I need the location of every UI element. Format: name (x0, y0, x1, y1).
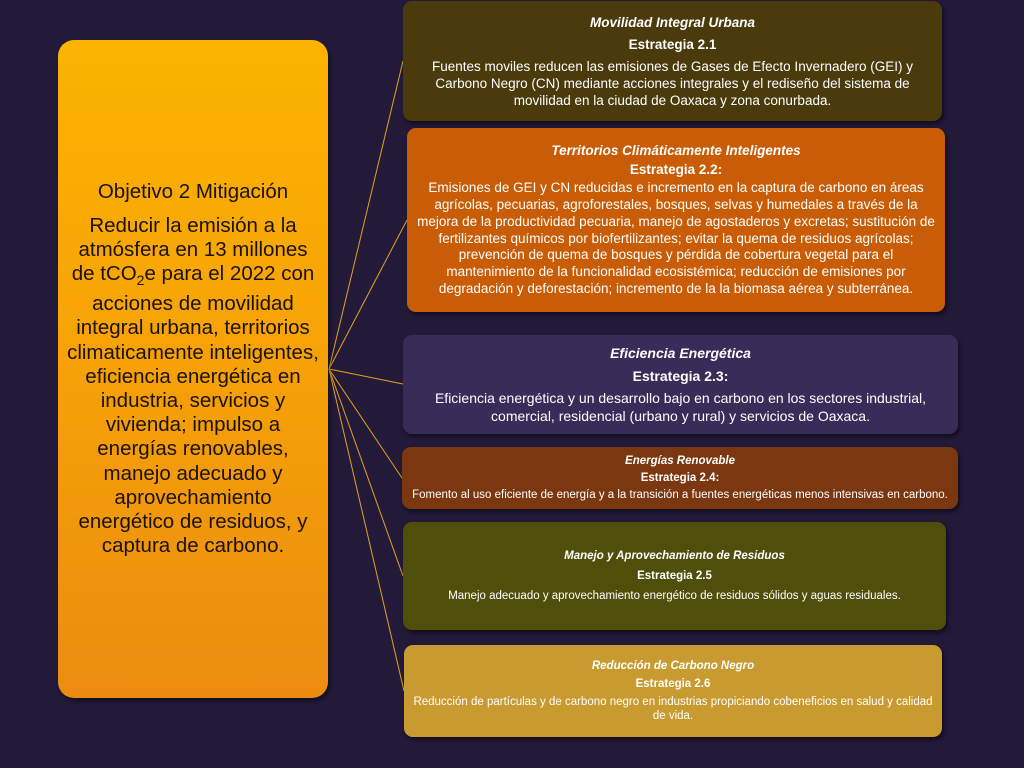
connector-line-2 (329, 220, 407, 369)
connector-line-4 (329, 369, 402, 478)
strategy-card-territorios (407, 128, 945, 312)
strategy-title: Eficiencia Energética (610, 345, 751, 361)
connector-line-3 (329, 369, 403, 384)
strategy-title: Manejo y Aprovechamiento de Residuos (564, 549, 785, 562)
connector-line-5 (329, 369, 403, 576)
strategy-card-renovable (402, 447, 958, 509)
strategy-title: Energías Renovable (625, 455, 735, 467)
strategy-description: Manejo adecuado y aprovechamiento energético de residuos sólidos y aguas residuales. (448, 589, 901, 602)
strategy-title: Territorios Climáticamente Inteligentes (551, 143, 801, 159)
objective-title: Objetivo 2 Mitigación (97, 179, 289, 203)
strategy-number: Estrategia 2.6 (635, 678, 711, 690)
strategy-number: Estrategia 2.4: (640, 472, 720, 484)
strategy-card-eficiencia (403, 335, 958, 434)
objective-box (58, 40, 328, 698)
strategy-title: Reducción de Carbono Negro (591, 660, 755, 672)
strategy-number: Estrategia 2.5 (637, 569, 712, 582)
strategy-description: Eficiencia energética y un desarrollo bajo en carbono en los sectores industrial, comercial, residencial (urbano y rural) y servicios de Oaxaca. (434, 390, 927, 424)
strategy-description: Fomento al uso eficiente de energía y a la transición a fuentes energéticas menos intensivas en carbono. (412, 489, 948, 501)
strategy-description: Fuentes moviles reducen las emisiones de Gases de Efecto Invernadero (GEI) y Carbono Negro (CN) mediante acciones integrales y el rediseño del sistema de movilidad en la ciudad de Oaxaca y zona conurbada. (432, 58, 913, 108)
strategy-description: Reducción de partículas y de carbono negro en industrias propiciando cobeneficios en salud y calidad de vida. (413, 696, 933, 722)
connector-line-6 (329, 369, 404, 691)
strategy-number: Estrategia 2.1 (628, 36, 717, 52)
strategy-title: Movilidad Integral Urbana (589, 14, 756, 30)
strategy-card-movilidad (403, 1, 942, 121)
objective-text: Reducir la emisión a la atmósfera en 13 millones de tCO$_2$e para el 2022 con acciones de movilidad integral urbana, territorios climaticamente inteligentes, eficiencia energética en industria, servicios y vivienda; impulso a energías renovables, manejo adecuado y aprovechamiento energético de residuos, y captura de carbono. (67, 213, 319, 558)
strategy-number: Estrategia 2.3: (632, 368, 729, 384)
connector-line-1 (329, 61, 403, 369)
strategy-number: Estrategia 2.2: (629, 162, 723, 178)
strategy-description: Emisiones de GEI y CN reducidas e incremento en la captura de carbono en áreas agrícolas, pecuarias, agroforestales, bosques, selvas y humedales a través de la mejora de la productividad pecuaria, manejo de agostaderos y excretas; sustitución de fertilizantes químicos por biofertilizantes; evitar la quema de residuos agrícolas; prevención de quema de bosques y pérdida de cobertura vegetal para el mantenimiento de la funcionalidad ecosistémica; reducción de emisiones por degradación y deforestación; incremento de la la biomasa aérea y subterránea. (417, 180, 935, 296)
strategy-card-carbono-negro (404, 645, 942, 737)
strategy-card-residuos (403, 522, 946, 630)
